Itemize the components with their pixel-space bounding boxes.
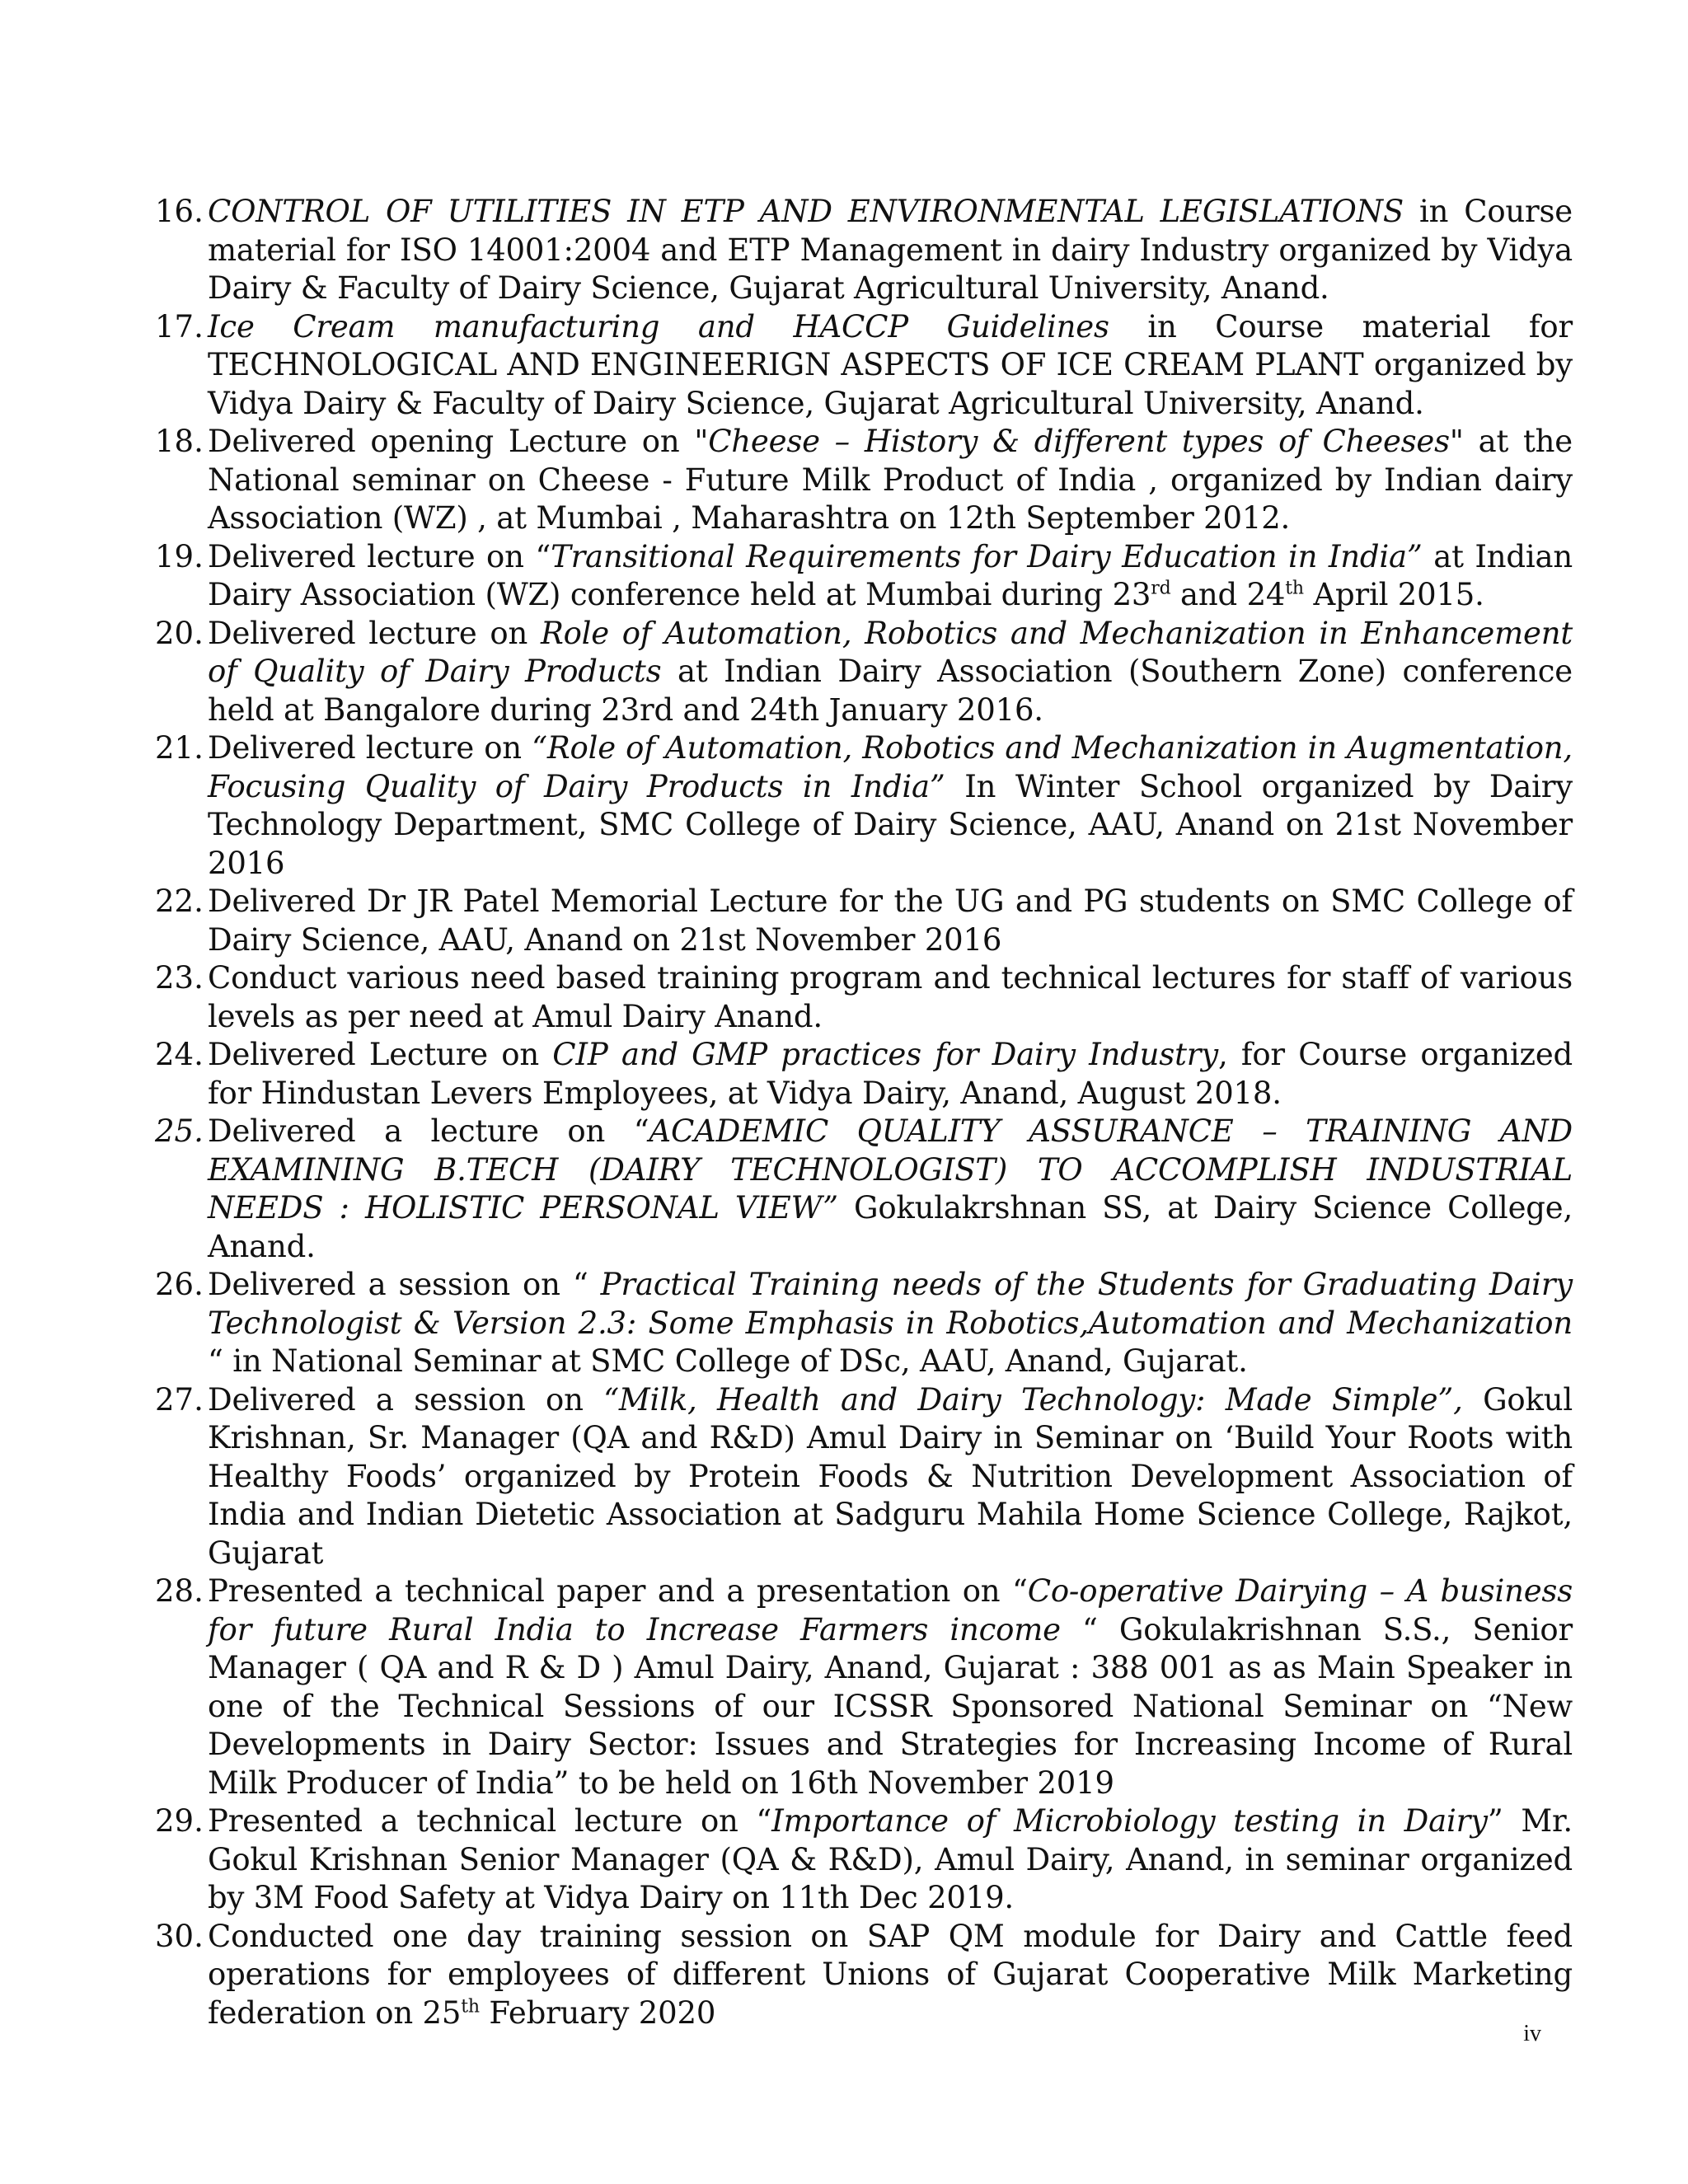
item-text [208,959,1573,1036]
item-text [208,1381,1573,1573]
item-number: 23. [155,960,204,996]
item-text [208,615,1573,730]
item-title: Role of Automation, Robotics and Mechanization in Enhancement of Quality of Dairy Products [208,615,1573,689]
list-item-27 [155,1381,1573,1573]
list-item-19 [155,538,1573,615]
item-body: “ in National Seminar at SMC College of DSc, AAU, Anand, Gujarat. [208,1343,1248,1379]
item-body: Delivered Lecture on [208,1037,553,1072]
item-number: 21. [155,730,204,766]
item-body: Presented a technical paper and a presentation on “ [208,1573,1028,1609]
item-body: " at the National seminar on Cheese - Future Milk Product of India , organized by Indian dairy Association (WZ) , at Mumbai , Maharashtra on 12th September 2012. [208,424,1573,536]
page-number: iv [1523,2021,1541,2046]
item-text [208,1113,1573,1266]
item-body: Delivered a lecture on “ [208,1113,649,1149]
list-item-21 [155,729,1573,883]
item-body: , for Course organized for Hindustan Levers Employees, at Vidya Dairy, Anand, August 2018. [208,1037,1573,1111]
item-body: Delivered a session on “ [208,1267,601,1302]
item-text [208,729,1573,883]
item-number: 20. [155,615,204,651]
item-body: Delivered lecture on “ [208,538,551,574]
ordinal-suffix: th [1285,578,1304,599]
item-body: April 2015. [1303,577,1484,612]
item-body: “ Gokulakrishnan S.S., Senior Manager ( QA and R & D ) Amul Dairy, Anand, Gujarat : 388 001 as as Main Speaker in one of the Technical Sessions of our ICSSR Sponsored National Seminar on “New Developments in Dairy Sector: Issues and Strategies for Increasing Income of Rural Milk Producer of India” to be held on 16th November 2019 [208,1611,1573,1801]
item-body: in Course material for TECHNOLOGICAL AND ENGINEERIGN ASPECTS OF ICE CREAM PLANT organized by Vidya Dairy & Faculty of Dairy Science, Gujarat Agricultural University, Anand. [208,308,1573,421]
item-text [208,1802,1573,1918]
item-body: Gokul Krishnan, Sr. Manager (QA and R&D) Amul Dairy in Seminar on ‘Build Your Roots with Healthy Foods’ organized by Protein Foods & Nutrition Development Association of India and Indian Dietetic Association at Sadguru Mahila Home Science College, Rajkot, Gujarat [208,1381,1573,1571]
list-item-23 [155,959,1573,1036]
item-title: Importance of Microbiology testing in Dairy [771,1803,1488,1839]
item-body: Delivered opening Lecture on " [208,424,709,459]
item-text [208,1572,1573,1802]
item-title: “Role of Automation, Robotics and Mechanization in Augmentation, Focusing Quality of Dairy Products in India” [208,730,1573,804]
list-item-24 [155,1036,1573,1113]
item-number: 27. [155,1381,204,1418]
item-body: Gokulakrshnan SS, at Dairy Science College, Anand. [208,1190,1573,1264]
item-text [208,193,1573,308]
item-text [208,1036,1573,1113]
item-body: at Indian Dairy Association (WZ) conference held at Mumbai during 23 [208,538,1573,612]
item-title: Ice Cream manufacturing and HACCP Guidelines [208,308,1109,344]
item-body: Conducted one day training session on SAP QM module for Dairy and Cattle feed operations for employees of different Unions of Gujarat Cooperative Milk Marketing federation on 25 [208,1918,1573,2031]
item-title: Practical Training needs of the Students for Graduating Dairy Technologist & Version 2.3: Some Emphasis in Robotics,Automation and Mechanization [208,1267,1573,1341]
item-body: Conduct various need based training program and technical lectures for staff of various levels as per need at Amul Dairy Anand. [208,960,1573,1034]
item-number: 25. [155,1113,204,1149]
item-number: 29. [155,1803,204,1839]
list-item-16 [155,193,1573,308]
item-body: Delivered lecture on [208,730,532,766]
item-number: 24. [155,1037,204,1072]
item-number: 19. [155,538,204,574]
item-body: Presented a technical lecture on “ [208,1803,772,1839]
list-item-17 [155,308,1573,424]
item-title: Cheese – History & different types of Cheeses [708,424,1450,459]
item-title: “Milk, Health and Dairy Technology: Made Simple”, [603,1381,1463,1418]
item-number: 30. [155,1918,204,1954]
list-item-30 [155,1918,1573,2033]
item-number: 22. [155,883,204,919]
item-title: Transitional Requirements for Dairy Education in India” [551,538,1423,574]
list-item-22 [155,883,1573,959]
achievements-list [155,193,1573,2032]
item-body: February 2020 [479,1994,716,2031]
item-text [208,1918,1573,2033]
item-body: Delivered a session on [208,1381,604,1418]
item-title: CIP and GMP practices for Dairy Industry [552,1037,1218,1072]
item-body: and 24 [1170,577,1286,612]
item-body: at Indian Dairy Association (Southern Zone) conference held at Bangalore during 23rd and 24th January 2016. [208,654,1573,728]
item-body: in Course material for ISO 14001:2004 and ETP Management in dairy Industry organized by Vidya Dairy & Faculty of Dairy Science, Gujarat Agricultural University, Anand. [208,194,1573,306]
item-text [208,538,1573,615]
item-body: In Winter School organized by Dairy Technology Department, SMC College of Dairy Science, AAU, Anand on 21st November 2016 [208,768,1573,881]
item-title: ACADEMIC QUALITY ASSURANCE – TRAINING AND EXAMINING B.TECH (DAIRY TECHNOLOGIST) TO ACCOMPLISH INDUSTRIAL NEEDS : HOLISTIC PERSONAL VIEW” [208,1113,1573,1226]
item-number: 28. [155,1573,204,1609]
list-item-18 [155,423,1573,538]
item-body: Delivered Dr JR Patel Memorial Lecture for the UG and PG students on SMC College of Dairy Science, AAU, Anand on 21st November 2016 [208,883,1573,958]
list-item-20 [155,615,1573,730]
list-item-25 [155,1113,1573,1266]
item-body: ” Mr. Gokul Krishnan Senior Manager (QA & R&D), Amul Dairy, Anand, in seminar organized by 3M Food Safety at Vidya Dairy on 11th Dec 2019. [208,1803,1573,1915]
item-text [208,423,1573,538]
ordinal-suffix: rd [1151,578,1171,599]
list-item-26 [155,1266,1573,1381]
item-number: 26. [155,1267,204,1302]
item-number: 18. [155,424,204,459]
item-title: Co-operative Dairying – A business for future Rural India to Increase Farmers income [208,1573,1573,1647]
item-number: 16. [155,194,204,229]
ordinal-suffix: th [461,1996,480,2018]
item-body: Delivered lecture on [208,615,541,651]
item-text [208,308,1573,424]
item-text [208,883,1573,959]
item-number: 17. [155,308,204,344]
list-item-29 [155,1802,1573,1918]
item-title: CONTROL OF UTILITIES IN ETP AND ENVIRONMENTAL LEGISLATIONS [208,194,1404,229]
list-item-28 [155,1572,1573,1802]
item-text [208,1266,1573,1381]
